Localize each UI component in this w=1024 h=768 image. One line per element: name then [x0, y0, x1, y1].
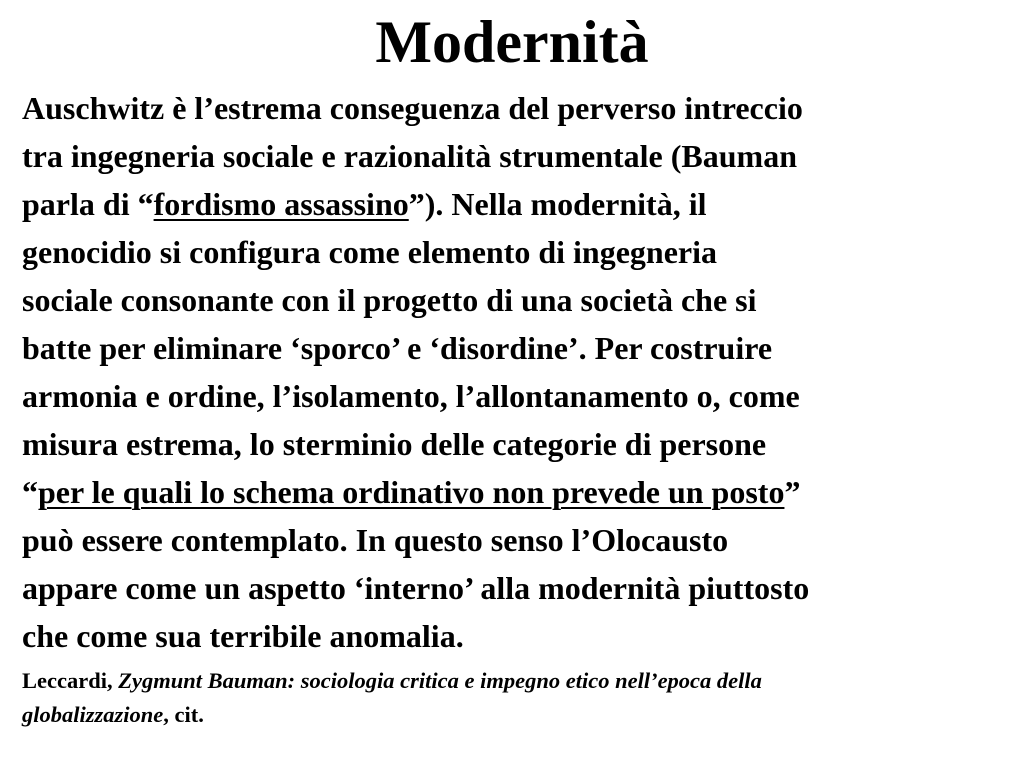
citation-work-title: Zygmunt Bauman: sociologia critica e impegno etico nell’epoca della	[118, 668, 762, 693]
citation-line	[22, 698, 1002, 732]
citation-work-title: globalizzazione	[22, 702, 164, 727]
slide-title: Modernità	[375, 9, 649, 75]
body-line: Auschwitz è l’estrema conseguenza del perverso intreccio	[22, 90, 803, 126]
body-line: può essere contemplato. In questo senso l’Olocausto	[22, 522, 729, 558]
body-text-fragment: ”). Nella modernità, il	[408, 186, 707, 222]
body-line: armonia e ordine, l’isolamento, l’allontanamento o, come	[22, 378, 800, 414]
body-line	[22, 468, 1002, 516]
citation-author: Leccardi,	[22, 668, 119, 693]
body-line: che come sua terribile anomalia.	[22, 618, 464, 654]
citation-suffix: , cit.	[163, 702, 204, 727]
body-line	[22, 180, 1002, 228]
quote-fordismo-assassino: fordismo assassino	[153, 186, 409, 222]
body-line: misura estrema, lo sterminio delle categorie di persone	[22, 426, 767, 462]
quote-schema-ordinativo: per le quali lo schema ordinativo non prevede un posto	[38, 474, 785, 510]
body-line: sociale consonante con il progetto di una società che si	[22, 282, 757, 318]
body-line: tra ingegneria sociale e razionalità strumentale (Bauman	[22, 138, 797, 174]
citation-line	[22, 664, 1002, 698]
body-line: appare come un aspetto ‘interno’ alla modernità piuttosto	[22, 570, 810, 606]
citation	[22, 664, 1002, 732]
body-line: batte per eliminare ‘sporco’ e ‘disordine’. Per costruire	[22, 330, 773, 366]
body-text-fragment: “	[22, 474, 38, 510]
body-text-fragment: ”	[784, 474, 801, 510]
body-line: genocidio si configura come elemento di ingegneria	[22, 234, 718, 270]
body-text-fragment: parla di “	[22, 186, 154, 222]
body-paragraph	[22, 84, 1002, 660]
